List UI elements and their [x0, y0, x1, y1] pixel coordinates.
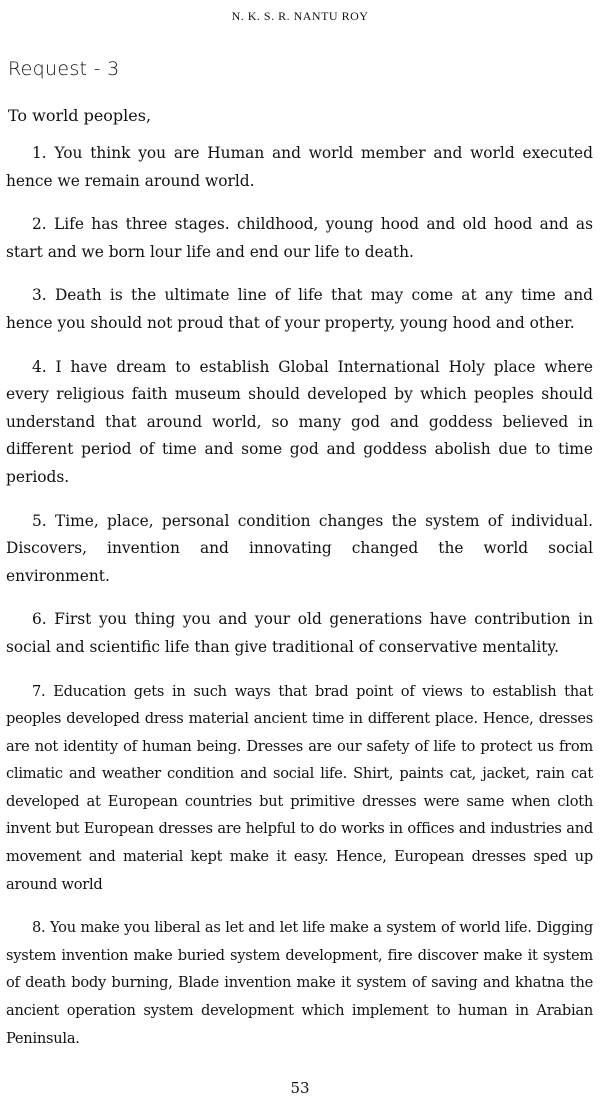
paragraph-7: 7. Education gets in such ways that brad point of views to establish that peoples developed dress material ancient time in different place. Hence, dresses are not identity of human being. Dresses are our safety of life to protect us from climatic and weather condition and social life. Shirt, paints cat, jacket, rain cat developed at European countries but primitive dresses were same when cloth invent but European dresses are helpful to do works in offices and industries and movement and material kept make it easy. Hence, European dresses sped up around world	[6, 682, 593, 893]
paragraph-8: 8. You make you liberal as let and let life make a system of world life. Digging system invention make buried system development, fire discover make it system of death body burning, Blade invention make it system of saving and khatna the ancient operation system development which implement to human in Arabian Peninsula.	[6, 919, 593, 1047]
body-text	[6, 140, 593, 1068]
salutation: To world peoples,	[8, 106, 152, 125]
running-head: N. K. S. R. NANTU ROY	[231, 9, 369, 23]
paragraph-4: 4. I have dream to establish Global International Holy place where every religious faith museum should developed by which peoples should understand that around world, so many god and goddess believed in different period of time and some god and goddess abolish due to time periods.	[6, 357, 593, 486]
paragraph-3: 3. Death is the ultimate line of life that may come at any time and hence you should not proud that of your property, young hood and other.	[6, 286, 593, 332]
paragraph-5: 5. Time, place, personal condition changes the system of individual. Discovers, invention and innovating changed the world social environment.	[6, 511, 593, 585]
paragraph-1: 1. You think you are Human and world member and world executed hence we remain around world.	[6, 144, 593, 190]
paragraph-6: 6. First you thing you and your old generations have contribution in social and scientific life than give traditional of conservative mentality.	[6, 610, 593, 656]
page-number: 53	[290, 1079, 310, 1097]
paragraph-2: 2. Life has three stages. childhood, young hood and old hood and as start and we born lour life and end our life to death.	[6, 215, 593, 261]
section-title: Request - 3	[8, 58, 120, 80]
